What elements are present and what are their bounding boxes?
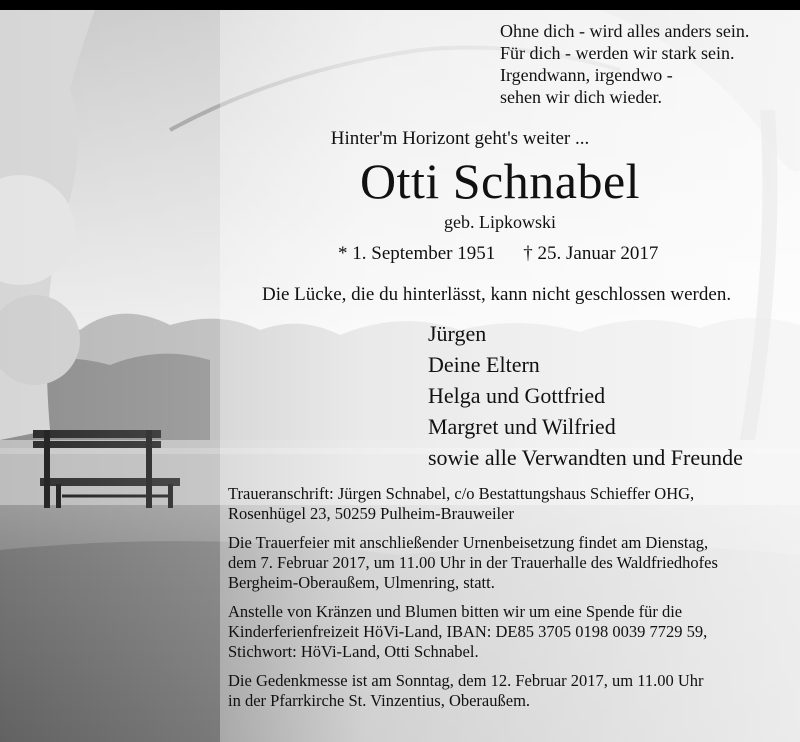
poem [500, 20, 790, 108]
service-details: Die Trauerfeier mit anschließender Urnenbeisetzung findet am Dienstag, dem 7. Februar 2017, um 11.00 Uhr in der Trauerhalle des Waldfriedhofes Bergheim-Oberaußem, Ulmenring, statt. [228, 533, 718, 592]
birth-date: * 1. September 1951 [338, 243, 496, 264]
motto: Hinter'm Horizont geht's weiter ... [330, 128, 590, 149]
quote: Die Lücke, die du hinterlässt, kann nicht geschlossen werden. [262, 284, 732, 305]
poem-line: Irgendwann, irgendwo - [500, 65, 673, 85]
top-border [0, 0, 800, 10]
poem-line: Ohne dich - wird alles anders sein. [500, 21, 750, 41]
life-dates [338, 243, 658, 265]
mourner: Deine Eltern [428, 352, 540, 377]
mourner: Jürgen [428, 321, 487, 346]
mourner: Helga und Gottfried [428, 383, 606, 408]
mourners-list [428, 318, 743, 473]
death-date: † 25. Januar 2017 [523, 243, 659, 264]
poem-line: sehen wir dich wieder. [500, 87, 662, 107]
mourner: sowie alle Verwandten und Freunde [428, 445, 743, 470]
poem-line: Für dich - werden wir stark sein. [500, 43, 735, 63]
memorial-mass: Die Gedenkmesse ist am Sonntag, dem 12. Februar 2017, um 11.00 Uhr in der Pfarrkirche St. Vinzentius, Oberaußem. [228, 671, 704, 710]
condolence-address: Traueranschrift: Jürgen Schnabel, c/o Bestattungshaus Schieffer OHG, Rosenhügel 23, 50259 Pulheim-Brauweiler [228, 484, 695, 523]
donation-request: Anstelle von Kränzen und Blumen bitten wir um eine Spende für die Kinderferienfreizeit HöVi-Land, IBAN: DE85 3705 0198 0039 7729 59, Stichwort: HöVi-Land, Otti Schnabel. [228, 602, 708, 661]
mourner: Margret und Wilfried [428, 414, 616, 439]
birth-name: geb. Lipkowski [444, 212, 556, 232]
funeral-info [228, 484, 772, 720]
deceased-name: Otti Schnabel [359, 153, 641, 209]
